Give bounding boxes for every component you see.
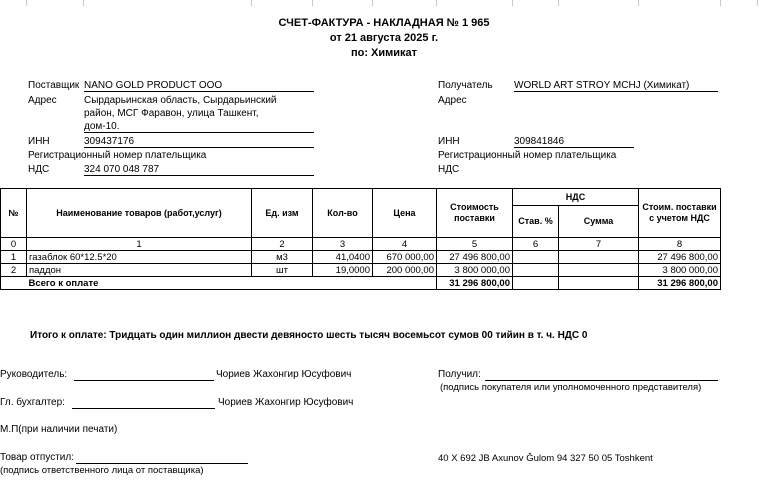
header-vat-rate: Став. % <box>513 206 559 238</box>
supplier-label: Поставщик <box>28 80 80 91</box>
supplier-nds: 324 070 048 787 <box>84 164 314 176</box>
row-price: 670 000,00 <box>373 251 437 264</box>
buyer-inn-label: ИНН <box>438 136 460 147</box>
column-number: 8 <box>639 238 721 251</box>
header-qty: Кол-во <box>313 189 373 238</box>
grid-line <box>312 0 313 6</box>
table-row <box>1 264 721 277</box>
invoice-date: от 21 августа 2025 г. <box>329 32 439 44</box>
column-number: 7 <box>559 238 639 251</box>
grid-line <box>757 0 758 6</box>
supplier-inn-label: ИНН <box>28 136 50 147</box>
header-cost: Стоимость поставки <box>437 189 513 238</box>
header-price: Цена <box>373 189 437 238</box>
grid-line <box>26 0 27 6</box>
header-total: Стоим. поставки с учетом НДС <box>639 189 721 238</box>
row-num: 1 <box>1 251 27 264</box>
column-number: 2 <box>252 238 313 251</box>
row-vat-sum <box>559 264 639 277</box>
header-unit: Ед. изм <box>252 189 313 238</box>
column-number: 3 <box>313 238 373 251</box>
director-label: Руководитель: <box>0 369 68 380</box>
supplier-reg-label: Регистрационный номер плательщика <box>28 150 207 161</box>
column-number: 4 <box>373 238 437 251</box>
buyer-name: WORLD ART STROY MCHJ (Химикат) <box>514 80 718 92</box>
grid-line <box>372 0 373 6</box>
grid-line <box>558 0 559 6</box>
supplier-address-line-3: дом-10. <box>84 121 314 133</box>
total-cost: 31 296 800,00 <box>437 277 513 290</box>
row-name: паддон <box>27 264 252 277</box>
footer-note: 40 X 692 JB Axunov Ǧulom 94 327 50 05 Toshkent <box>438 453 653 464</box>
released-label: Товар отпустил: <box>0 452 74 463</box>
column-number: 1 <box>27 238 252 251</box>
released-note: (подпись ответственного лица от поставщика) <box>0 465 204 476</box>
supplier-address-label: Адрес <box>28 95 57 106</box>
row-name: газаблок 60*12.5*20 <box>27 251 252 264</box>
grid-line <box>512 0 513 6</box>
row-qty: 41,0400 <box>313 251 373 264</box>
accountant-label: Гл. бухгалтер: <box>0 397 65 408</box>
row-total: 27 496 800,00 <box>639 251 721 264</box>
row-vat-rate <box>513 251 559 264</box>
buyer-address-label: Адрес <box>438 95 467 106</box>
total-label: Всего к оплате <box>27 277 437 290</box>
header-vat-sum: Сумма <box>559 206 639 238</box>
row-cost: 27 496 800,00 <box>437 251 513 264</box>
director-name: Чориев Жахонгир Юсуфович <box>216 369 352 380</box>
supplier-name: NANO GOLD PRODUCT OOO <box>84 80 314 92</box>
director-signature-line <box>74 380 214 381</box>
row-price: 200 000,00 <box>373 264 437 277</box>
header-name: Наименование товаров (работ,услуг) <box>27 189 252 238</box>
row-cost: 3 800 000,00 <box>437 264 513 277</box>
column-number: 5 <box>437 238 513 251</box>
grid-line <box>436 0 437 6</box>
row-total: 3 800 000,00 <box>639 264 721 277</box>
total-row <box>1 277 721 290</box>
total-in-words: Итого к оплате: Тридцать один миллион двести девяносто шесть тысяч восемьсот сумов 00 тийин в т. ч. НДС 0 <box>30 330 588 341</box>
header-vat: НДС <box>513 189 639 206</box>
invoice-basis: по: Химикат <box>350 47 418 59</box>
total-vat-rate <box>513 277 559 290</box>
invoice-title: СЧЕТ-ФАКТУРА - НАКЛАДНАЯ № 1 965 <box>278 17 490 29</box>
supplier-nds-label: НДС <box>28 164 50 175</box>
buyer-nds-label: НДС <box>438 164 460 175</box>
row-vat-sum <box>559 251 639 264</box>
column-number: 0 <box>1 238 27 251</box>
released-signature-line <box>76 463 248 464</box>
grid-line <box>720 0 721 6</box>
grid-line <box>638 0 639 6</box>
total-with-vat: 31 296 800,00 <box>639 277 721 290</box>
grid-line <box>251 0 252 6</box>
grid-line <box>83 0 84 6</box>
total-spacer <box>1 277 27 290</box>
column-number: 6 <box>513 238 559 251</box>
buyer-inn: 309841846 <box>514 136 634 148</box>
items-table <box>0 188 721 290</box>
header-num: № <box>1 189 27 238</box>
column-number-row <box>1 238 721 251</box>
accountant-signature-line <box>72 408 215 409</box>
row-unit: шт <box>252 264 313 277</box>
table-row <box>1 251 721 264</box>
total-vat-sum <box>559 277 639 290</box>
buyer-label: Получатель <box>438 80 493 91</box>
stamp-note: М.П(при наличии печати) <box>0 424 118 435</box>
row-num: 2 <box>1 264 27 277</box>
received-note: (подпись покупателя или уполномоченного представителя) <box>440 382 702 393</box>
row-qty: 19,0000 <box>313 264 373 277</box>
accountant-name: Чориев Жахонгир Юсуфович <box>218 397 354 408</box>
row-vat-rate <box>513 264 559 277</box>
supplier-address-line-2: район, МСГ Фаравон, улица Ташкент, <box>84 108 259 119</box>
supplier-address-line-1: Сырдарьинская область, Сырдарьинский <box>84 95 277 106</box>
row-unit: м3 <box>252 251 313 264</box>
received-signature-line <box>485 380 718 381</box>
received-label: Получил: <box>438 369 481 380</box>
supplier-inn: 309437176 <box>84 136 314 148</box>
buyer-reg-label: Регистрационный номер плательщика <box>438 150 617 161</box>
